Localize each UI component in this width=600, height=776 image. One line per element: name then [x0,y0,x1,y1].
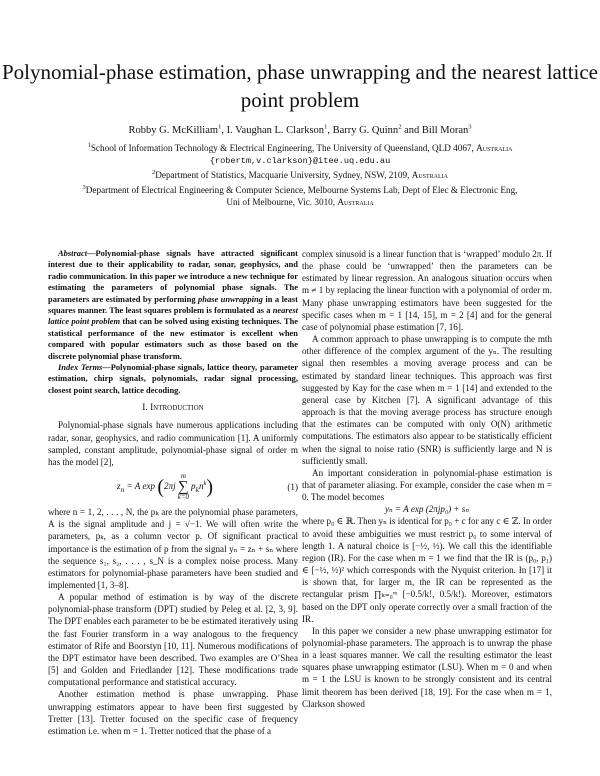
author-affil-mark: 1 [324,123,328,131]
paragraph: A common approach to phase unwrapping is to compute the mth other difference of the complex argument of the yₙ. The resulting signal then resembles a moving average process and can be estimated by standard linear techniques. This approach was first suggested by Kay for the case when m = 1 [14] and extended to the general case by Kitchen [7]. A significant advantage of this approach is that the moving average process has structure enough that the estimates can be computed with only O(N) arithmetic computations. The estimators also appear to be statistically efficient when the signal to noise ratio (SNR) is sufficiently large and N is sufficiently small. [302,334,552,466]
affiliation-1: $^1$School of Information Technology & Electrical Engineering, The University of Queensland, QLD 4067, Australia {robertm,v.clarkson}@itee.uq.edu.au [87,141,513,167]
paper-title: Polynomial-phase estimation, phase unwrapping and the nearest lattice point problem [2,60,598,112]
paragraph: complex sinusoid is a linear function that is ‘wrapped’ modulo 2π. If the phase could be ‘unwrapped’ then the parameters can be estimated by linear regression. An analogous situation occurs when m ≠ 1 by replacing the linear function with a polynomial of order m. Many phase unwrapping estimators have been suggested for the specific cases when m = 1 [14, 15], m = 2 [4] and for the general case of polynomial phase estimation [7, 16]. [302,249,552,332]
author-affil-mark: 3 [468,123,472,131]
equation-1 [48,472,298,502]
left-column [48,248,298,737]
paragraph: An important consideration in polynomial-phase estimation is that of parameter aliasing. For example, consider the case when m = 0. The model becomes [302,467,552,503]
author-name: Robby G. McKilliam [128,125,219,136]
author-affil-mark: 1 [218,123,222,131]
affiliation-3: $^3$Department of Electrical Engineering & Computer Science, Melbourne Systems Lab, Dept of Elec & Electronic Eng, Uni of Melbourne, Vic. 3010, Australia [82,183,518,208]
right-column [302,248,552,710]
email-address: {robertm,v.clarkson}@itee.uq.edu.au [209,156,391,167]
equation-body: $z_n = A$ exp (2πj m ∑ k=0 $p_kn^k$) [116,472,214,502]
paragraph: Polynomial-phase signals have numerous applications including radar, sonar, geophysics, and radio communication [1]. A uniformly sampled, constant amplitude, polynomial-phase signal of order m has the model [2], [48,420,298,467]
paragraph: Another estimation method is phase unwrapping. Phase unwrapping estimators appear to have been first suggested by Tretter [13]. Tretter focused on the specific case of frequency estimation i.e. when m = 1. Tretter noticed that the phase of a [48,689,298,736]
section-heading: I. Introduction [142,403,204,414]
equation-number: (1) [287,481,298,492]
author-name: Bill Moran [421,125,469,136]
affiliation-2: $^2$Department of Statistics, Macquarie University, Sydney, NSW, 2109, Australia [151,168,448,180]
abstract: Abstract—Polynomial-phase signals have attracted significant interest due to their applicability to radar, sonar, geophysics, and radio communication. In this paper we introduce a new technique for estimating the parameters of polynomial phase signals. The parameters are estimated by performing phase unwrapping in a least squares manner. The least squares problem is formulated as a nearest lattice point problem that can be solved using existing techniques. The statistical performance of the new estimator is excellent when compared with popular estimators such as those based on the discrete polynomial phase transform. [48,248,299,361]
equation-2: yₙ = A exp (2πjp₀) + sₙ [384,504,470,515]
paragraph: where p₀ ∈ ℝ. Then yₙ is identical for p₀ + c for any c ∈ ℤ. In order to avoid these ambiguities we must restrict p₀ to some interval of length 1. A natural choice is [−½, ½). We call this the identifiable region (IR). For the case when m = 1 we find that the IR is (p₀, p₁) ∈ [−½, ½)² which corresponds with the Nyquist criterion. In [17] it is shown that, for larger m, the IR can be represented as the rectangular prism ∏ₖ₌₀ᵐ [−0.5/k!, 0.5/k!). Moreover, estimators based on the DPT only operate correctly over a small fraction of the IR. [302,516,552,624]
paragraph: where n = 1, 2, . . . , N, the pₖ are the polynomial phase parameters, A is the signal amplitude and j = √−1. We will often write the parameters, pₖ, as a column vector p. Of significant practical importance is the estimation of p from the signal yₙ = zₙ + sₙ where the sequence s₁, s₂, . . . , s_N is a complex noise process. Many estimators for polynomial-phase parameters have been studied and implemented [1, 3–8]. [48,507,298,590]
paragraph: A popular method of estimation is by way of the discrete polynomial-phase transform (DPT) studied by Peleg et al. [2, 3, 9]. The DPT enables each parameter to be be estimated iteratively using the fast Fourier transform in a way analogous to the frequency estimator of Rife and Boorstyn [10, 11]. Numerous modifications of the DPT estimator have been described. Two examples are O’Shea [5] and Golden and Friedlander [12]. These modifications trade computational performance and statistical accuracy. [48,592,298,688]
author-list: Robby G. McKilliam$^1$, I. Vaughan L. Clarkson$^1$, Barry G. Quinn$^2$ and Bill Moran$^3$ [128,123,472,136]
author-name: Barry G. Quinn [332,125,399,136]
summation-symbol: m ∑ k=0 [177,472,190,502]
paragraph: In this paper we consider a new phase unwrapping estimator for polynomial-phase parameters. The approach is to unwrap the phase in a least squares manner. We call the resulting estimator the least squares phase unwrapping estimator (LSU). When m = 0 and when m = 1 the LSU is known to be strongly consistent and its central limit theorem has been derived [18, 19]. For the case when m = 1, Clarkson showed [302,625,552,709]
index-terms: Index Terms—Polynomial-phase signals, lattice theory, parameter estimation, chirp signals, polynomials, radar signal processing, closest point search, lattice decoding. [48,362,298,395]
author-name: I. Vaughan L. Clarkson [226,125,325,136]
author-affil-mark: 2 [398,123,402,131]
